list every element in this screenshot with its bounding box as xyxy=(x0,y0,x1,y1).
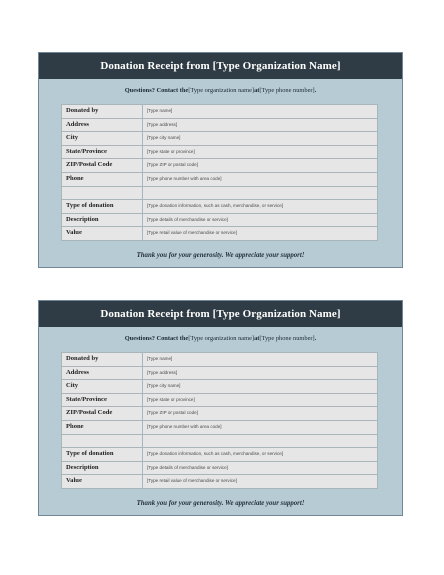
receipt-table xyxy=(61,104,378,241)
table-row xyxy=(62,213,378,227)
field-value-type-of-donation[interactable]: [Type donation information, such as cash, merchandise, or service] xyxy=(143,448,378,462)
field-value-zip[interactable]: [Type ZIP or postal code] xyxy=(143,159,378,173)
contact-org[interactable]: [Type organization name] xyxy=(188,334,255,342)
field-label-value: Value xyxy=(62,227,143,241)
field-value-state[interactable]: [Type state or province] xyxy=(143,145,378,159)
table-row xyxy=(62,227,378,241)
field-label-donated-by: Donated by xyxy=(62,105,143,119)
table-row xyxy=(62,172,378,186)
table-row xyxy=(62,353,378,367)
field-label-city: City xyxy=(62,132,143,146)
field-label-address: Address xyxy=(62,366,143,380)
field-label-zip: ZIP/Postal Code xyxy=(62,159,143,173)
receipt-table xyxy=(61,352,378,489)
blank-row xyxy=(62,434,378,448)
field-value-description[interactable]: [Type details of merchandise or service] xyxy=(143,213,378,227)
table-row xyxy=(62,145,378,159)
field-value-phone[interactable]: [Type phone number with area code] xyxy=(143,172,378,186)
table-row xyxy=(62,366,378,380)
receipt-title: Donation Receipt from [Type Organization Name] xyxy=(39,301,402,327)
field-value-donated-by[interactable]: [Type name] xyxy=(143,353,378,367)
field-value-zip[interactable]: [Type ZIP or postal code] xyxy=(143,407,378,421)
field-value-address[interactable]: [Type address] xyxy=(143,366,378,380)
contact-suffix: . xyxy=(314,86,317,94)
blank-cell xyxy=(62,186,143,200)
blank-row xyxy=(62,186,378,200)
table-row xyxy=(62,393,378,407)
field-value-phone[interactable]: [Type phone number with area code] xyxy=(143,420,378,434)
field-label-description: Description xyxy=(62,461,143,475)
table-row xyxy=(62,200,378,214)
field-label-value: Value xyxy=(62,475,143,489)
field-value-value[interactable]: [Type retail value of merchandise or service] xyxy=(143,475,378,489)
receipt-contact-line xyxy=(39,327,402,349)
table-row xyxy=(62,420,378,434)
field-label-city: City xyxy=(62,380,143,394)
field-label-donated-by: Donated by xyxy=(62,353,143,367)
blank-cell xyxy=(62,434,143,448)
donation-receipt xyxy=(38,300,403,516)
field-value-city[interactable]: [Type city name] xyxy=(143,380,378,394)
contact-prefix: Questions? Contact the xyxy=(124,86,189,94)
contact-phone[interactable]: [Type phone number] xyxy=(259,86,315,94)
field-label-state: State/Province xyxy=(62,145,143,159)
field-value-value[interactable]: [Type retail value of merchandise or service] xyxy=(143,227,378,241)
contact-prefix: Questions? Contact the xyxy=(124,334,189,342)
table-row xyxy=(62,407,378,421)
table-row xyxy=(62,132,378,146)
receipt-footer: Thank you for your generosity. We appreciate your support! xyxy=(136,252,305,259)
field-label-phone: Phone xyxy=(62,172,143,186)
contact-org[interactable]: [Type organization name] xyxy=(188,86,255,94)
table-row xyxy=(62,159,378,173)
blank-cell xyxy=(143,434,378,448)
field-label-phone: Phone xyxy=(62,420,143,434)
field-label-description: Description xyxy=(62,213,143,227)
field-label-zip: ZIP/Postal Code xyxy=(62,407,143,421)
table-row xyxy=(62,475,378,489)
field-value-description[interactable]: [Type details of merchandise or service] xyxy=(143,461,378,475)
field-label-address: Address xyxy=(62,118,143,132)
contact-mid: at xyxy=(254,86,260,94)
field-value-address[interactable]: [Type address] xyxy=(143,118,378,132)
table-row xyxy=(62,380,378,394)
table-row xyxy=(62,461,378,475)
table-row xyxy=(62,118,378,132)
field-value-type-of-donation[interactable]: [Type donation information, such as cash, merchandise, or service] xyxy=(143,200,378,214)
receipt-footer: Thank you for your generosity. We appreciate your support! xyxy=(136,500,305,507)
contact-mid: at xyxy=(254,334,260,342)
field-value-donated-by[interactable]: [Type name] xyxy=(143,105,378,119)
field-value-state[interactable]: [Type state or province] xyxy=(143,393,378,407)
blank-cell xyxy=(143,186,378,200)
field-label-type-of-donation: Type of donation xyxy=(62,448,143,462)
receipt-title: Donation Receipt from [Type Organization Name] xyxy=(39,53,402,79)
field-label-type-of-donation: Type of donation xyxy=(62,200,143,214)
table-row xyxy=(62,448,378,462)
receipt-contact-line xyxy=(39,79,402,101)
table-row xyxy=(62,105,378,119)
contact-phone[interactable]: [Type phone number] xyxy=(259,334,315,342)
contact-suffix: . xyxy=(314,334,317,342)
donation-receipt xyxy=(38,52,403,268)
field-value-city[interactable]: [Type city name] xyxy=(143,132,378,146)
field-label-state: State/Province xyxy=(62,393,143,407)
